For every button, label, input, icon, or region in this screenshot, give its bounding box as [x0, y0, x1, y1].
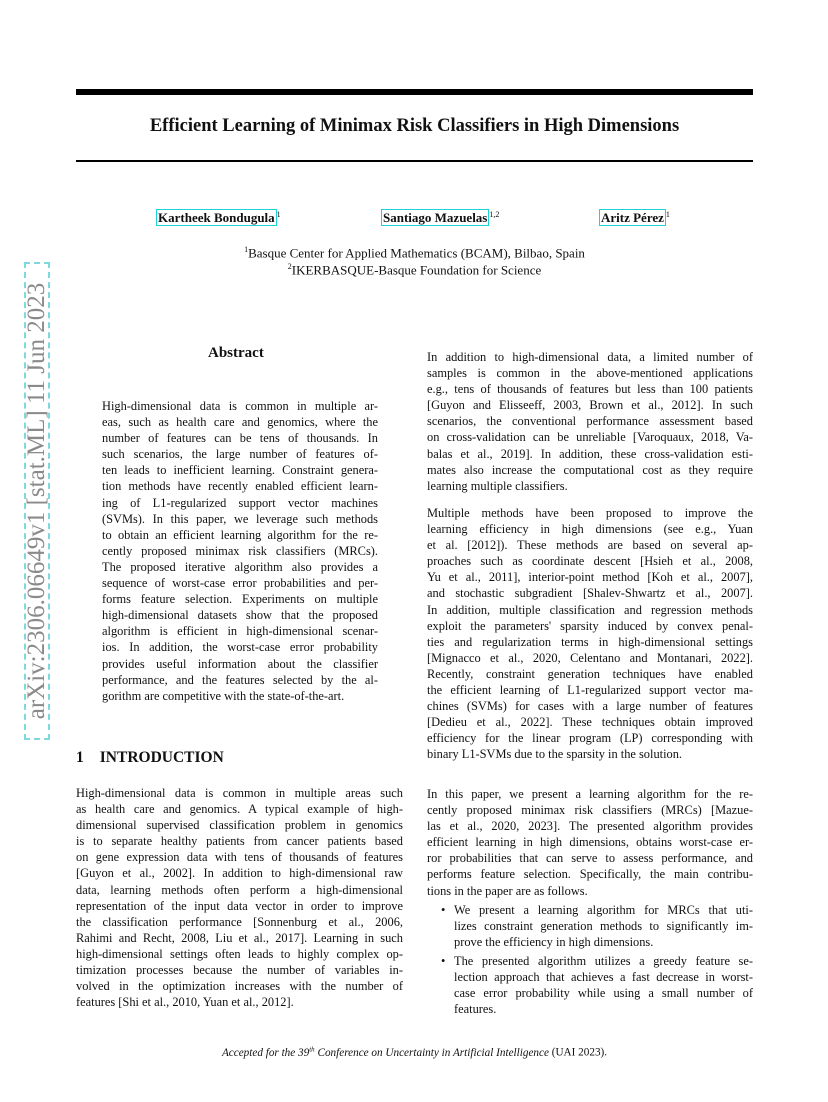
- text-line: efficiency for the linear program (LP) corresponding with: [427, 731, 753, 746]
- text-line: is to separate healthy patients from cancer patients based: [76, 834, 403, 849]
- text-line: et al. [2012]). These methods are based on several ap-: [427, 538, 753, 553]
- text-line: ing of L1-regularized support vector machines: [102, 495, 378, 510]
- text-line: balas et al., 2019]. In addition, these cross-validation esti-: [427, 446, 753, 461]
- text-line: number of features can be tens of thousands. In: [102, 431, 378, 446]
- text-line: the efficient learning of L1-regularized support vector ma-: [427, 683, 753, 698]
- text-line: [Mignacco et al., 2020, Celentano and Montanari, 2022].: [427, 650, 753, 665]
- affiliation-1: $^1$Basque Center for Applied Mathematics (BCAM), Bilbao, Spain: [244, 245, 585, 261]
- bullet-dot: •: [441, 954, 446, 968]
- text-line: and stochastic subgradient [Shalev-Shwartz et al., 2007].: [427, 586, 753, 601]
- text-line: Recently, constraint generation techniques have enabled: [427, 666, 753, 681]
- text-line: ties and regularization terms in high-dimensional settings: [427, 634, 753, 649]
- text-line: cently proposed minimax risk classifiers (MRCs) [Mazue-: [427, 803, 753, 818]
- text-line: dimensional supervised classification problem in genomics: [76, 818, 403, 833]
- text-line: eas, such as health care and genomics, where the: [102, 415, 378, 430]
- text-line: provides useful information about the classifier: [102, 656, 378, 671]
- contribution-bullet-1: [441, 902, 753, 950]
- text-line: case error probability while using a small number of: [454, 986, 753, 1001]
- text-line: volved in the optimization increases with the number of: [76, 979, 403, 994]
- intro-left-paragraph: [76, 785, 403, 1010]
- text-line: las et al., 2020, 2023]. The presented algorithm provides: [427, 819, 753, 834]
- intro-right-paragraph-2: [427, 505, 753, 763]
- text-line: the classification performance [Sonnenburg et al., 2006,: [76, 914, 403, 929]
- text-line: high-dimensional settings often leads to highly complex op-: [76, 946, 403, 961]
- text-line: samples is common in the above-mentioned applications: [427, 366, 753, 381]
- text-line: proaches such as coordinate descent [Hsieh et al., 2008,: [427, 554, 753, 569]
- text-line: ror probabilities that can serve to assess performance, and: [427, 851, 753, 866]
- text-line: data, learning methods often perform a high-dimensional: [76, 882, 403, 897]
- text-line: We present a learning algorithm for MRCs that uti-: [454, 903, 753, 917]
- text-line: chines (SVMs) for cases with a large number of features: [427, 699, 753, 714]
- text-line: Yu et al., 2011], interior-point method [Koh et al., 2007],: [427, 570, 753, 585]
- title-bottom-rule: [76, 160, 753, 162]
- text-line: High-dimensional data is common in multiple areas such: [76, 786, 403, 800]
- text-line: to obtain an efficient learning algorithm for the re-: [102, 527, 378, 542]
- text-line: cently proposed minimax risk classifiers (MRCs).: [102, 543, 378, 558]
- text-line: tions in the paper are as follows.: [427, 883, 588, 898]
- text-line: sequence of worst-case error probabilities and per-: [102, 576, 378, 591]
- text-line: prove the efficiency in high dimensions.: [454, 935, 654, 950]
- text-line: In addition to high-dimensional data, a limited number of: [427, 350, 753, 364]
- text-line: features [Shi et al., 2010, Yuan et al., 2012].: [76, 995, 294, 1010]
- text-line: algorithm is efficient in high-dimensional scenar-: [102, 624, 378, 639]
- intro-right-paragraph-3: [427, 786, 753, 899]
- text-line: (SVMs). In this paper, we leverage such methods: [102, 511, 378, 526]
- contribution-bullet-2: [441, 953, 753, 1017]
- text-line: forms feature selection. Experiments on multiple: [102, 592, 378, 607]
- author-3[interactable]: Aritz Pérez $^1$: [601, 210, 670, 226]
- text-line: lection approach that achieves a fast decrease in worst-: [454, 970, 753, 985]
- abstract-body: [102, 398, 378, 704]
- text-line: performance, and the features selected by the al-: [102, 672, 378, 687]
- text-line: such scenarios, the large number of features of-: [102, 447, 378, 462]
- text-line: The presented algorithm utilizes a greedy feature se-: [454, 954, 753, 968]
- text-line: lizes constraint generation methods to significantly im-: [454, 919, 753, 934]
- text-line: on cross-validation can be unreliable [Varoquaux, 2018, Va-: [427, 430, 753, 445]
- author-2[interactable]: Santiago Mazuelas $^{1,2}$: [383, 210, 500, 226]
- text-line: high-dimensional datasets show that the proposed: [102, 608, 378, 623]
- text-line: binary L1-SVMs due to the sparsity in the solution.: [427, 747, 683, 762]
- text-line: gorithm are competitive with the state-of-the-art.: [102, 688, 345, 703]
- intro-right-paragraph-1: [427, 349, 753, 494]
- text-line: ios. In addition, the worst-case error probability: [102, 640, 378, 655]
- text-line: High-dimensional data is common in multiple ar-: [102, 399, 378, 413]
- text-line: exploit the parameters' sparsity induced by convex penal-: [427, 618, 753, 633]
- paper-title: Efficient Learning of Minimax Risk Classifiers in High Dimensions: [149, 116, 680, 136]
- text-line: [Guyon and Elisseeff, 2003, Brown et al., 2012]. In such: [427, 398, 753, 413]
- text-line: features.: [454, 1002, 497, 1017]
- text-line: In this paper, we present a learning algorithm for the re-: [427, 787, 753, 801]
- text-line: [Dedieu et al., 2022]. These techniques obtain improved: [427, 715, 753, 730]
- text-line: Multiple methods have been proposed to improve the: [427, 506, 753, 520]
- text-line: efficient learning in high dimensions, obtains worst-case er-: [427, 835, 753, 850]
- bullet-dot: •: [441, 903, 446, 917]
- text-line: e.g., tens of thousands of features but less than 100 patients: [427, 382, 753, 397]
- author-name[interactable]: Kartheek Bondugula: [158, 210, 275, 226]
- text-line: representation of the input data vector in order to improve: [76, 898, 403, 913]
- text-line: scenarios, the conventional performance assessment based: [427, 414, 753, 429]
- author-name[interactable]: Aritz Pérez: [601, 210, 664, 226]
- text-line: tion methods have recently enabled efficient learn-: [102, 479, 378, 494]
- text-line: Rahimi and Recht, 2008, Liu et al., 2017]. Learning in such: [76, 930, 403, 945]
- text-line: performs feature selection. Specifically, the main contribu-: [427, 867, 753, 882]
- text-line: timization processes because the number of variables in-: [76, 963, 403, 978]
- text-line: ten leads to inefficient learning. Constraint genera-: [102, 463, 378, 478]
- text-line: mates also increase the computational cost as they require: [427, 462, 753, 477]
- text-line: as health care and genomics. A typical example of high-: [76, 802, 403, 817]
- top-rule: [76, 89, 753, 95]
- arxiv-stamp[interactable]: arXiv:2306.06649v1 [stat.ML] 11 Jun 2023: [23, 282, 50, 720]
- abstract-heading: Abstract: [208, 345, 264, 361]
- affiliation-2: $^2$IKERBASQUE-Basque Foundation for Science: [287, 262, 542, 278]
- text-line: In addition, multiple classification and regression methods: [427, 602, 753, 617]
- text-line: on gene expression data with tens of thousands of features: [76, 850, 403, 865]
- author-name[interactable]: Santiago Mazuelas: [383, 210, 488, 226]
- section-heading: 1 INTRODUCTION: [76, 749, 224, 766]
- text-line: learning efficiency in high dimensions (see e.g., Yuan: [427, 522, 753, 537]
- author-1[interactable]: Kartheek Bondugula $^1$: [158, 210, 281, 226]
- text-line: The proposed iterative algorithm also provides a: [102, 559, 378, 574]
- footer-note: Accepted for the 39th Conference on Uncertainty in Artificial Intelligence (UAI 2023).: [221, 1045, 608, 1059]
- text-line: learning multiple classifiers.: [427, 478, 568, 493]
- text-line: [Guyon et al., 2002]. In addition to high-dimensional raw: [76, 866, 403, 881]
